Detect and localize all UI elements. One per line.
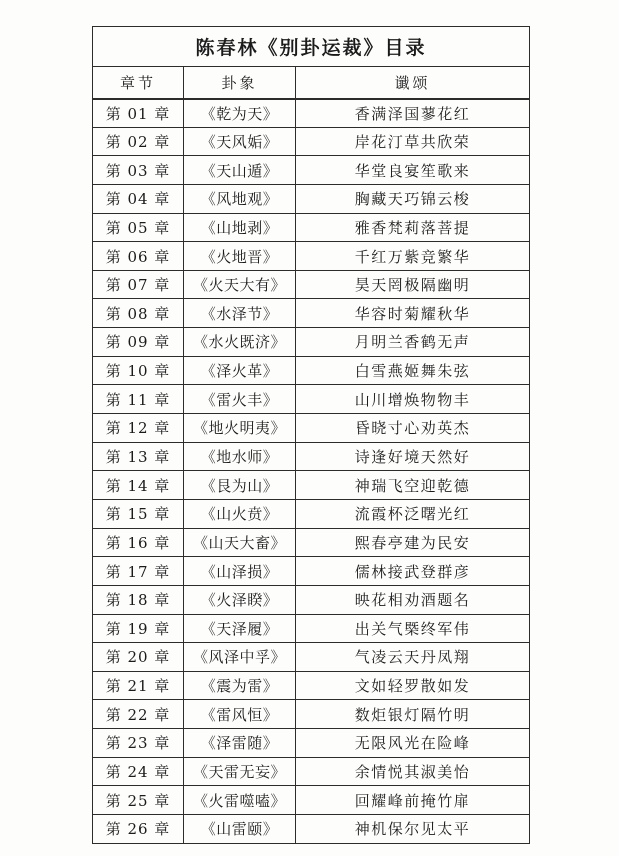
- column-header-verse: 谶颂: [296, 67, 530, 99]
- hexagram-cell: 《天泽履》: [184, 614, 296, 643]
- toc-table: [92, 26, 530, 844]
- table-row: [93, 614, 530, 643]
- chapter-cell: 第 15 章: [93, 499, 184, 528]
- verse-cell: 月明兰香鹤无声: [296, 328, 530, 357]
- table-row: [93, 700, 530, 729]
- table-row: [93, 127, 530, 156]
- hexagram-cell: 《雷火丰》: [184, 385, 296, 414]
- chapter-cell: 第 17 章: [93, 557, 184, 586]
- verse-cell: 香满泽国蓼花红: [296, 99, 530, 128]
- chapter-cell: 第 07 章: [93, 270, 184, 299]
- verse-cell: 无限风光在险峰: [296, 729, 530, 758]
- verse-cell: 气凌云天丹凤翔: [296, 643, 530, 672]
- table-row: [93, 585, 530, 614]
- table-row: [93, 328, 530, 357]
- chapter-cell: 第 04 章: [93, 184, 184, 213]
- hexagram-cell: 《艮为山》: [184, 471, 296, 500]
- chapter-cell: 第 22 章: [93, 700, 184, 729]
- table-row: [93, 671, 530, 700]
- verse-cell: 胸藏天巧锦云梭: [296, 184, 530, 213]
- verse-cell: 神瑞飞空迎乾德: [296, 471, 530, 500]
- table-row: [93, 528, 530, 557]
- verse-cell: 昏晓寸心劝英杰: [296, 414, 530, 443]
- hexagram-cell: 《山地剥》: [184, 213, 296, 242]
- hexagram-cell: 《泽雷随》: [184, 729, 296, 758]
- chapter-cell: 第 14 章: [93, 471, 184, 500]
- verse-cell: 华容时菊耀秋华: [296, 299, 530, 328]
- chapter-cell: 第 20 章: [93, 643, 184, 672]
- table-row: [93, 270, 530, 299]
- verse-cell: 数炬银灯隔竹明: [296, 700, 530, 729]
- hexagram-cell: 《天风姤》: [184, 127, 296, 156]
- page-title: 陈春林《别卦运裁》目录: [93, 27, 530, 67]
- verse-cell: 千红万紫竞繁华: [296, 242, 530, 271]
- table-row: [93, 643, 530, 672]
- table-row: [93, 442, 530, 471]
- verse-cell: 出关气槩终军伟: [296, 614, 530, 643]
- verse-cell: 昊天罔极隔幽明: [296, 270, 530, 299]
- verse-cell: 回耀峰前掩竹扉: [296, 786, 530, 815]
- hexagram-cell: 《风地观》: [184, 184, 296, 213]
- hexagram-cell: 《雷风恒》: [184, 700, 296, 729]
- hexagram-cell: 《火泽睽》: [184, 585, 296, 614]
- table-row: [93, 557, 530, 586]
- hexagram-cell: 《乾为天》: [184, 99, 296, 128]
- chapter-cell: 第 08 章: [93, 299, 184, 328]
- hexagram-cell: 《天雷无妄》: [184, 757, 296, 786]
- chapter-cell: 第 13 章: [93, 442, 184, 471]
- hexagram-cell: 《风泽中孚》: [184, 643, 296, 672]
- hexagram-cell: 《地火明夷》: [184, 414, 296, 443]
- hexagram-cell: 《火地晋》: [184, 242, 296, 271]
- hexagram-cell: 《水火既济》: [184, 328, 296, 357]
- table-row: [93, 385, 530, 414]
- hexagram-cell: 《火天大有》: [184, 270, 296, 299]
- table-row: [93, 815, 530, 844]
- chapter-cell: 第 26 章: [93, 815, 184, 844]
- chapter-cell: 第 02 章: [93, 127, 184, 156]
- chapter-cell: 第 24 章: [93, 757, 184, 786]
- chapter-cell: 第 05 章: [93, 213, 184, 242]
- verse-cell: 神机保尔见太平: [296, 815, 530, 844]
- chapter-cell: 第 01 章: [93, 99, 184, 128]
- hexagram-cell: 《山雷颐》: [184, 815, 296, 844]
- table-row: [93, 356, 530, 385]
- chapter-cell: 第 18 章: [93, 585, 184, 614]
- hexagram-cell: 《泽火革》: [184, 356, 296, 385]
- verse-cell: 华堂良宴笙歌来: [296, 156, 530, 185]
- chapter-cell: 第 23 章: [93, 729, 184, 758]
- table-row: [93, 414, 530, 443]
- toc-table-body: [93, 99, 530, 844]
- chapter-cell: 第 12 章: [93, 414, 184, 443]
- title-row: [93, 27, 530, 67]
- verse-cell: 映花相劝酒题名: [296, 585, 530, 614]
- table-row: [93, 471, 530, 500]
- table-row: [93, 757, 530, 786]
- table-row: [93, 299, 530, 328]
- table-row: [93, 729, 530, 758]
- column-header-chapter: 章节: [93, 67, 184, 99]
- chapter-cell: 第 19 章: [93, 614, 184, 643]
- verse-cell: 文如轻罗散如发: [296, 671, 530, 700]
- verse-cell: 白雪燕姬舞朱弦: [296, 356, 530, 385]
- hexagram-cell: 《天山遁》: [184, 156, 296, 185]
- table-row: [93, 156, 530, 185]
- verse-cell: 雅香梵莉落菩提: [296, 213, 530, 242]
- chapter-cell: 第 03 章: [93, 156, 184, 185]
- chapter-cell: 第 06 章: [93, 242, 184, 271]
- hexagram-cell: 《水泽节》: [184, 299, 296, 328]
- header-row: [93, 67, 530, 99]
- verse-cell: 诗逢好境天然好: [296, 442, 530, 471]
- table-row: [93, 213, 530, 242]
- table-row: [93, 184, 530, 213]
- verse-cell: 山川增焕物物丰: [296, 385, 530, 414]
- chapter-cell: 第 09 章: [93, 328, 184, 357]
- verse-cell: 儒林接武登群彦: [296, 557, 530, 586]
- hexagram-cell: 《山泽损》: [184, 557, 296, 586]
- table-row: [93, 99, 530, 128]
- hexagram-cell: 《地水师》: [184, 442, 296, 471]
- column-header-hexagram: 卦象: [184, 67, 296, 99]
- table-row: [93, 499, 530, 528]
- hexagram-cell: 《山火贲》: [184, 499, 296, 528]
- hexagram-cell: 《山天大畜》: [184, 528, 296, 557]
- chapter-cell: 第 25 章: [93, 786, 184, 815]
- chapter-cell: 第 10 章: [93, 356, 184, 385]
- hexagram-cell: 《火雷噬嗑》: [184, 786, 296, 815]
- verse-cell: 熙春亭建为民安: [296, 528, 530, 557]
- chapter-cell: 第 11 章: [93, 385, 184, 414]
- chapter-cell: 第 21 章: [93, 671, 184, 700]
- hexagram-cell: 《震为雷》: [184, 671, 296, 700]
- table-row: [93, 242, 530, 271]
- chapter-cell: 第 16 章: [93, 528, 184, 557]
- verse-cell: 岸花汀草共欣荣: [296, 127, 530, 156]
- table-row: [93, 786, 530, 815]
- verse-cell: 流霞杯泛曙光红: [296, 499, 530, 528]
- verse-cell: 余情悦其淑美怡: [296, 757, 530, 786]
